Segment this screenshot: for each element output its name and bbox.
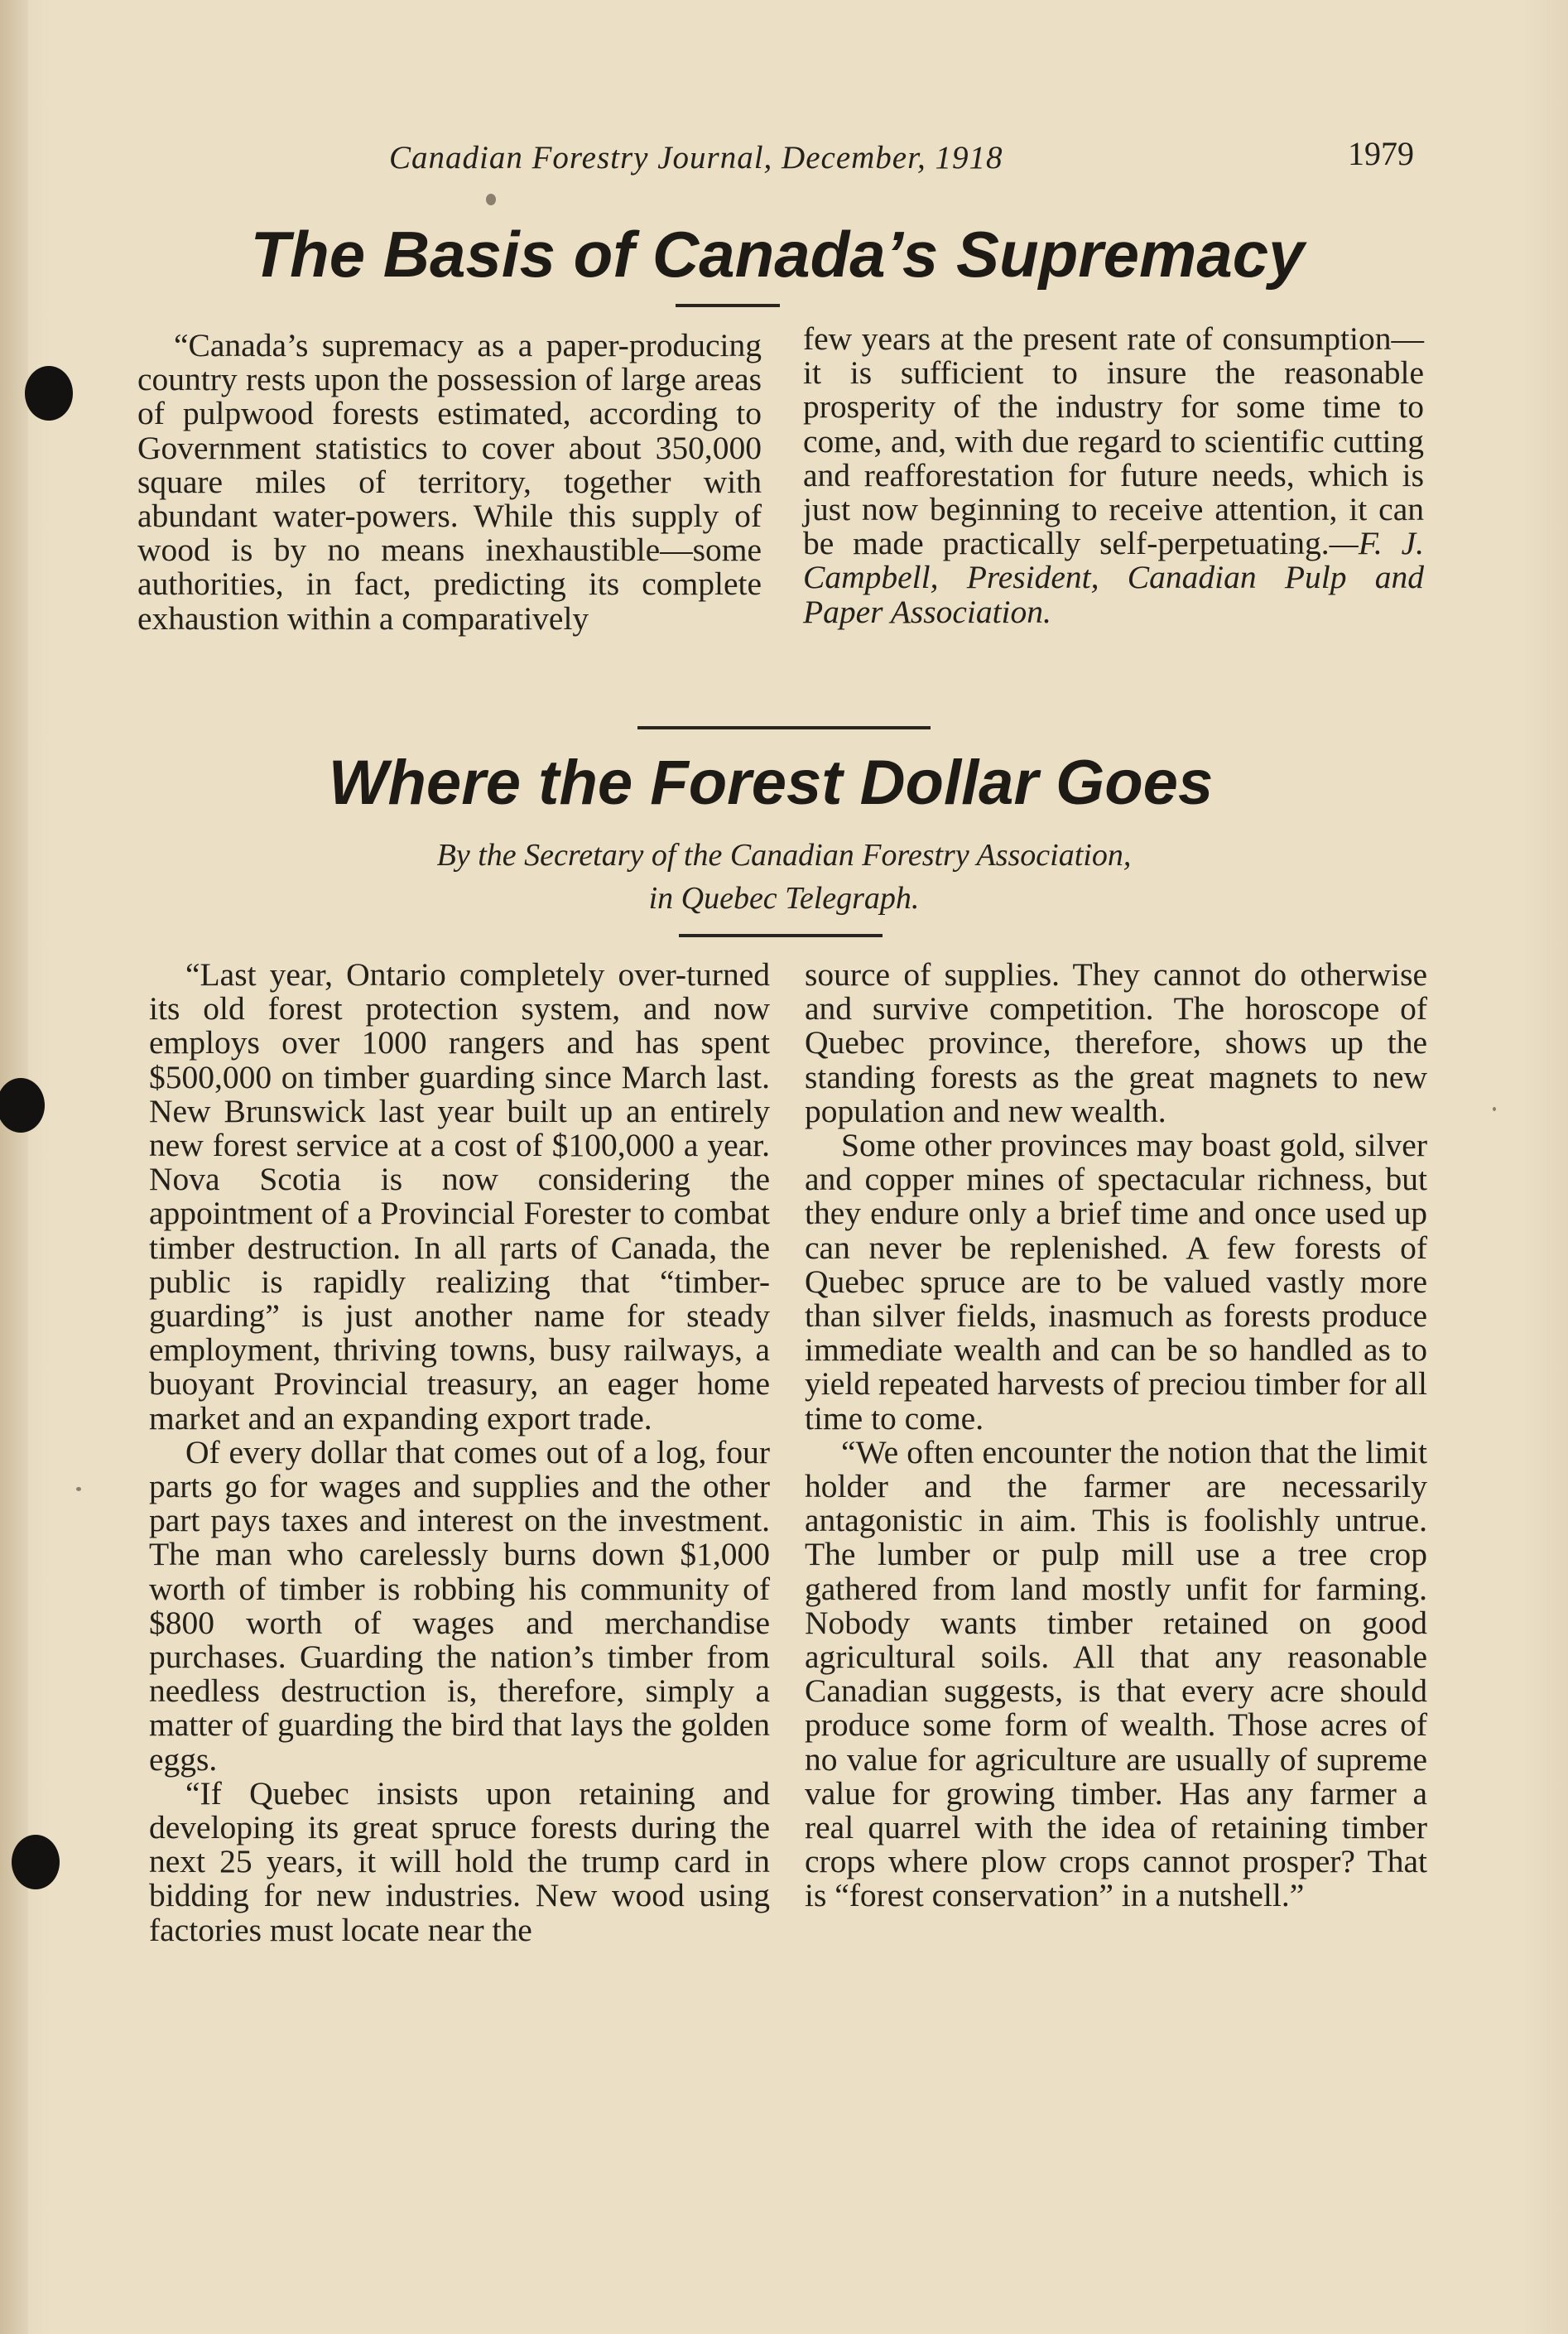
byline-line-2: in Quebec Telegraph.	[648, 881, 920, 916]
ink-speck	[486, 194, 496, 205]
page-number: 1979	[1348, 135, 1414, 172]
section-divider-rule	[637, 726, 931, 729]
title-rule	[676, 304, 780, 307]
article-basis-text: few years at the present rate of consumption—it is sufficient to insure the reasonable prosperity of the industry for some time to come, and, with due regard to scientific cutting and reafforestation for future needs, which is just now beginning to receive attention, it can be made practically self-perpetuating.	[803, 320, 1424, 562]
article-dollar-column-left	[149, 958, 770, 1947]
article-dollar-paragraph-4: source of supplies. They cannot do otherwise and survive competition. The horoscope of Quebec province, therefore, shows up the standing forests as the great magnets to new population and new wealth.	[805, 956, 1427, 1129]
byline-rule	[679, 934, 883, 937]
article-dollar-paragraph-3: “If Quebec insists upon retaining and developing its great spruce forests during the next 25 years, it will hold the trump card in bidding for new industries. New wood using factories must locate near the	[149, 1774, 770, 1948]
article-basis-paragraph: “Canada’s supremacy as a paper-producing country rests upon the possession of large areas of pulpwood forests estimated, according to Government statistics to cover about 350,000 square miles of territory, together with abundant water-powers. While this supply of wood is by no means inexhaustible—some authorities, in fact, predicting its complete exhaustion within a comparatively	[137, 327, 762, 637]
article-basis-column-left	[137, 329, 762, 636]
punch-hole-bottom	[12, 1835, 60, 1889]
punch-hole-top	[25, 366, 73, 421]
article-dollar-paragraph-1: “Last year, Ontario completely over-turned its old forest protection system, and now employs over 1000 rangers and has spent $500,000 on timber guarding since March last. New Brunswick last year built up an entirely new forest service at a cost of $100,000 a year. Nova Scotia is now considering the appointment of a Provincial Forester to combat timber destruction. In all ɼarts of Canada, the public is rapidly realizing that “timber- guarding” is just another name for steady employment, thriving towns, busy railways, a buoyant Provincial treasury, an eager home market and an expanding export trade.	[149, 956, 770, 1436]
article-dollar-paragraph-5: Some other provinces may boast gold, silver and copper mines of spectacular richness, but they endure only a brief time and once used up can never be replenished. A few forests of Quebec spruce are to be valued vastly more than silver fields, inasmuch as forests produce immediate wealth and can be so handled as to yield repeated harvests of preciou timber for all time to come.	[805, 1127, 1427, 1436]
page-binding-edge	[0, 0, 28, 2334]
punch-hole-middle	[0, 1078, 45, 1133]
article-dollar-column-right	[805, 958, 1427, 1913]
article-dollar-paragraph-6: “We often encounter the notion that the limit holder and the farmer are necessarily antagonistic in aim. This is foolishly untrue. The lumber or pulp mill use a tree crop gathered from land mostly unfit for farming. Nobody wants timber retained on good agricultural soils. All that any reasonable Canadian suggests, is that every acre should produce some form of wealth. Those acres of no value for agriculture are usually of supreme value for growing timber. Has any farmer a real quarrel with the idea of retaining timber crops where plow crops cannot prosper? That is “forest conservation” in a nutshell.”	[805, 1433, 1427, 1914]
article-basis-paragraph-cont	[803, 322, 1424, 629]
ink-speck	[76, 1487, 81, 1491]
article-basis-attribution: —F. J. Campbell, President, Canadian Pulp and Paper Association.	[803, 525, 1424, 630]
running-head: Canadian Forestry Journal, December, 1918	[389, 140, 1003, 176]
byline-line-1: By the Secretary of the Canadian Forestry Association,	[436, 838, 1132, 873]
article-basis-column-right	[803, 322, 1424, 629]
article-title-forest-dollar: Where the Forest Dollar Goes	[328, 748, 1214, 818]
ink-speck	[1493, 1107, 1496, 1111]
article-title-basis: The Basis of Canada’s Supremacy	[250, 218, 1305, 291]
article-dollar-paragraph-2: Of every dollar that comes out of a log, four parts go for wages and supplies and the other part pays taxes and interest on the investment. The man who carelessly burns down $1,000 worth of timber is robbing his community of $800 worth of wages and merchandise purchases. Guarding the nation’s timber from needless destruction is, therefore, simply a matter of guarding the bird that lays the golden eggs.	[149, 1433, 770, 1778]
